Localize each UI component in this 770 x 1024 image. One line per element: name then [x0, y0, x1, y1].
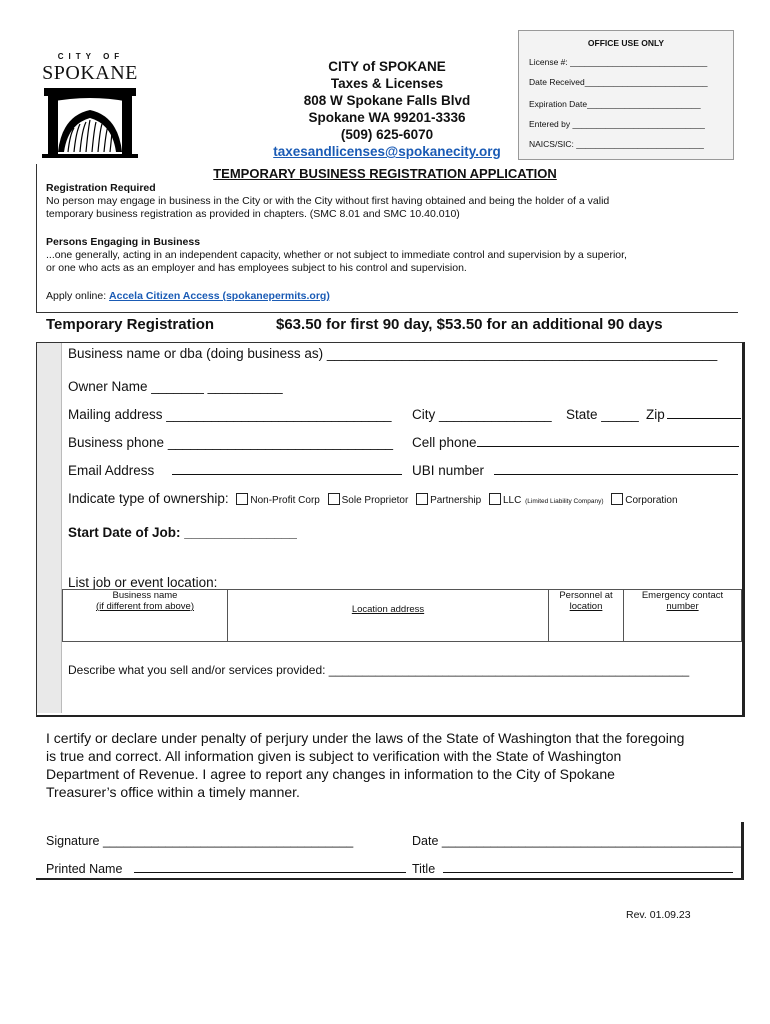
title-label: Title — [412, 862, 436, 876]
logo-spokane: SPOKANE — [42, 62, 138, 84]
ownership-row — [68, 491, 678, 506]
col-business-name-note: (if different from above) — [95, 601, 195, 612]
col-location-address — [228, 590, 549, 642]
cell-phone-field[interactable] — [412, 435, 739, 450]
business-phone-field[interactable]: Business phone ______________________________ — [68, 435, 394, 450]
persons-engaging-section — [46, 236, 627, 275]
col-personnel-label: Personnel at — [559, 590, 613, 601]
department-header — [262, 58, 512, 160]
list-location-label: List job or event location: — [68, 575, 218, 590]
ownership-label: Indicate type of ownership: — [68, 491, 229, 506]
persons-engaging-heading: Persons Engaging in Business — [46, 236, 201, 248]
nonprofit-label: Non-Profit Corp — [250, 495, 320, 506]
llc-checkbox[interactable] — [489, 493, 501, 505]
col-personnel-label2: location — [569, 601, 603, 612]
fee-amount: $63.50 for first 90 day, $53.50 for an additional 90 days — [276, 316, 663, 333]
entered-by-field[interactable]: Entered by ____________________________ — [529, 119, 705, 129]
expiration-date-field[interactable]: Expiration Date________________________ — [529, 99, 701, 109]
dept-name: Taxes & Licenses — [330, 76, 444, 91]
certify-line3: Department of Revenue. I agree to report any changes in information to the City of Spokane — [46, 766, 615, 782]
title-field[interactable] — [412, 862, 733, 876]
col-emergency — [624, 590, 742, 642]
partnership-label: Partnership — [430, 495, 482, 506]
col-emergency-label: Emergency contact — [641, 590, 724, 601]
llc-note: (Limited Liability Company) — [525, 498, 604, 505]
sole-proprietor-checkbox[interactable] — [328, 493, 340, 505]
signature-field[interactable]: Signature ____________________________________ — [46, 834, 354, 848]
phone-number: (509) 625-6070 — [340, 127, 434, 142]
form-title — [0, 166, 770, 181]
certify-line2: is true and correct. All information given is subject to verification with the State of Washington — [46, 748, 622, 764]
city-field[interactable]: City _______________ — [412, 407, 552, 422]
persons-engaging-line2: or one who acts as an employer and has employees subject to his control and supervision. — [46, 262, 467, 274]
registration-required-section — [46, 182, 609, 221]
col-business-name-label: Business name — [112, 590, 178, 601]
street-address: 808 W Spokane Falls Blvd — [303, 93, 471, 108]
printed-name-field[interactable] — [46, 862, 406, 876]
certify-line1: I certify or declare under penalty of perjury under the laws of the State of Washington that the foregoing — [46, 730, 685, 746]
email-link[interactable]: taxesandlicenses@spokanecity.org — [273, 144, 501, 159]
col-business-name — [63, 590, 228, 642]
apply-online — [46, 290, 330, 303]
registration-required-line2: temporary business registration as provided in chapters. (SMC 8.01 and SMC 10.40.010) — [46, 208, 460, 220]
certification-text — [46, 729, 746, 801]
zip-field[interactable] — [646, 407, 741, 422]
falls-bridge-icon — [42, 86, 138, 162]
state-field[interactable]: State _____ — [566, 407, 639, 422]
col-emergency-label2: number — [666, 601, 699, 612]
certify-line4: Treasurer’s office within a timely manner. — [46, 784, 300, 800]
cell-phone-label: Cell phone — [412, 435, 477, 450]
date-received-field[interactable]: Date Received__________________________ — [529, 77, 708, 87]
ubi-field[interactable] — [412, 463, 738, 478]
persons-engaging-line1: ...one generally, acting in an independent capacity, whether or not subject to immediate control and supervision by a superior, — [46, 249, 627, 261]
start-date-field[interactable]: Start Date of Job: _______________ — [68, 525, 297, 540]
registration-required-heading: Registration Required — [46, 182, 156, 194]
partnership-checkbox[interactable] — [416, 493, 428, 505]
printed-name-label: Printed Name — [46, 862, 123, 876]
owner-name-field[interactable]: Owner Name _______ __________ — [68, 379, 283, 394]
email-field[interactable] — [68, 463, 402, 478]
zip-label: Zip — [646, 407, 665, 422]
llc-label: LLC — [502, 495, 522, 506]
sole-proprietor-label: Sole Proprietor — [341, 495, 409, 506]
org-name: CITY of SPOKANE — [328, 59, 446, 74]
apply-online-label: Apply online: — [46, 290, 107, 302]
col-personnel — [549, 590, 624, 642]
mailing-address-field[interactable]: Mailing address ______________________________ — [68, 407, 392, 422]
date-field[interactable]: Date ___________________________________________ — [412, 834, 741, 848]
registration-required-line1: No person may engage in business in the City or with the City without first having obtained and being the holder of a valid — [46, 195, 610, 207]
location-table — [62, 589, 742, 642]
city-zip: Spokane WA 99201-3336 — [308, 110, 466, 125]
office-use-title: OFFICE USE ONLY — [587, 38, 665, 48]
email-label: Email Address — [68, 463, 155, 478]
form-title-text: TEMPORARY BUSINESS REGISTRATION APPLICATION — [213, 166, 557, 181]
nonprofit-checkbox[interactable] — [236, 493, 248, 505]
describe-services-field[interactable]: Describe what you sell and/or services provided: ______________________________________________________ — [68, 663, 690, 677]
license-number-field[interactable]: License #: _____________________________ — [529, 57, 708, 67]
business-name-field[interactable]: Business name or dba (doing business as) ____________________________________________________ — [68, 346, 718, 361]
margin-band — [37, 343, 62, 713]
logo-city-of: CITY OF — [57, 52, 125, 61]
accela-link[interactable]: Accela Citizen Access (spokanepermits.org) — [109, 290, 330, 302]
naics-field[interactable]: NAICS/SIC: ___________________________ — [529, 139, 704, 149]
revision-date: Rev. 01.09.23 — [626, 909, 691, 921]
corporation-checkbox[interactable] — [611, 493, 623, 505]
ubi-label: UBI number — [412, 463, 485, 478]
col-location-address-label: Location address — [351, 604, 425, 615]
office-use-box — [518, 30, 734, 160]
corporation-label: Corporation — [625, 495, 678, 506]
city-logo — [40, 52, 140, 164]
temporary-registration-label: Temporary Registration — [46, 316, 215, 333]
